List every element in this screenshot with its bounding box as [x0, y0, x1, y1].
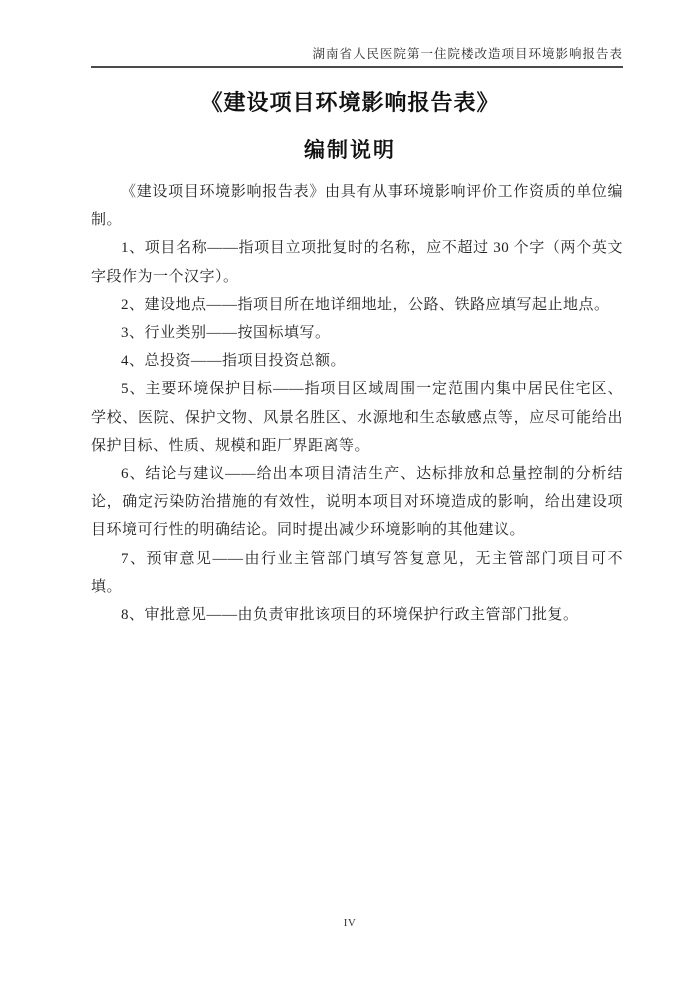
document-body	[91, 178, 623, 629]
document-subtitle: 编制说明	[304, 139, 396, 162]
body-paragraph: 5、主要环境保护目标——指项目区域周围一定范围内集中居民住宅区、学校、医院、保护文物、风景名胜区、水源地和生态敏感点等，应尽可能给出保护目标、性质、规模和距厂界距离等。	[91, 381, 623, 454]
running-header	[91, 44, 623, 68]
body-paragraph: 2、建设地点——指项目所在地详细地址，公路、铁路应填写起止地点。	[121, 296, 610, 313]
page-footer	[0, 917, 700, 929]
running-header-text: 湖南省人民医院第一住院楼改造项目环境影响报告表	[312, 47, 623, 61]
body-paragraph: 4、总投资——指项目投资总额。	[121, 353, 347, 370]
body-paragraph: 8、审批意见——由负责审批该项目的环境保护行政主管部门批复。	[121, 607, 579, 624]
document-title: 《建设项目环境影响报告表》	[200, 90, 500, 115]
body-paragraph: 3、行业类别——按国标填写。	[121, 325, 331, 342]
page-number: IV	[343, 917, 357, 929]
body-paragraph: 7、预审意见——由行业主管部门填写答复意见，无主管部门项目可不填。	[91, 550, 623, 595]
body-paragraph: 《建设项目环境影响报告表》由具有从事环境影响评价工作资质的单位编制。	[91, 184, 623, 229]
body-paragraph: 6、结论与建议——给出本项目清洁生产、达标排放和总量控制的分析结论，确定污染防治措施的有效性，说明本项目对环境造成的影响，给出建设项目环境可行性的明确结论。同时提出减少环境影响的其他建议。	[91, 466, 623, 539]
body-paragraph: 1、项目名称——指项目立项批复时的名称，应不超过 30 个字（两个英文字段作为一个汉字）。	[91, 240, 623, 285]
